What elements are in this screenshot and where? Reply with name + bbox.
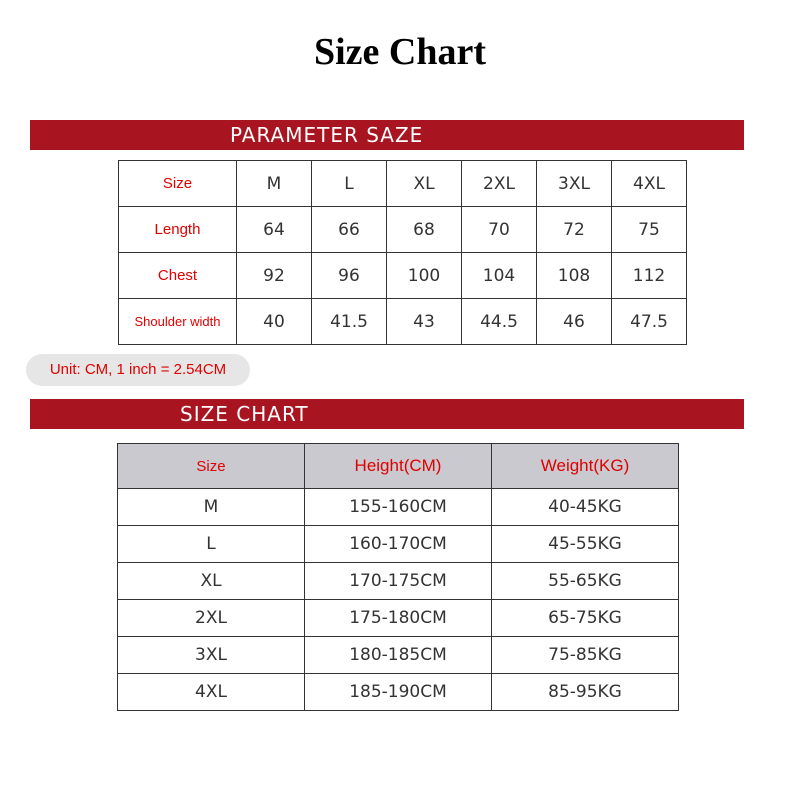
size-header-cell: M [237, 161, 312, 207]
size-header-cell: 2XL [462, 161, 537, 207]
table-cell: 75 [612, 207, 687, 253]
table-cell: 155-160CM [305, 489, 492, 526]
table-cell: 55-65KG [492, 563, 679, 600]
column-header: Weight(KG) [492, 444, 679, 489]
table-row [119, 207, 687, 253]
table-cell: L [118, 526, 305, 563]
table-cell: 185-190CM [305, 674, 492, 711]
size-header-cell: 4XL [612, 161, 687, 207]
table-cell: 70 [462, 207, 537, 253]
table-cell: 96 [312, 253, 387, 299]
page-title: Size Chart [313, 31, 487, 73]
table-cell: 47.5 [612, 299, 687, 345]
table-cell: 44.5 [462, 299, 537, 345]
table-row [118, 637, 679, 674]
table-cell: 180-185CM [305, 637, 492, 674]
row-label: Chest [119, 253, 237, 299]
table-cell: 108 [537, 253, 612, 299]
table-cell: 85-95KG [492, 674, 679, 711]
column-header: Size [118, 444, 305, 489]
size-header-cell: 3XL [537, 161, 612, 207]
table-cell: 92 [237, 253, 312, 299]
table-row [118, 489, 679, 526]
table-row [118, 563, 679, 600]
table-cell: 72 [537, 207, 612, 253]
table-row [119, 253, 687, 299]
table-row [119, 161, 687, 207]
table-cell: 75-85KG [492, 637, 679, 674]
row-label: Length [119, 207, 237, 253]
table-cell: 104 [462, 253, 537, 299]
size-header-cell: XL [387, 161, 462, 207]
table-cell: XL [118, 563, 305, 600]
table-cell: 100 [387, 253, 462, 299]
table-cell: 2XL [118, 600, 305, 637]
table-cell: 4XL [118, 674, 305, 711]
table-cell: 40 [237, 299, 312, 345]
size-header-cell: L [312, 161, 387, 207]
size-chart-banner [30, 399, 744, 429]
table-cell: 112 [612, 253, 687, 299]
table-cell: 160-170CM [305, 526, 492, 563]
parameter-banner [30, 120, 744, 150]
table-cell: 175-180CM [305, 600, 492, 637]
table-row [118, 600, 679, 637]
table-cell: 170-175CM [305, 563, 492, 600]
parameter-banner-text: PARAMETER SAZE [230, 123, 424, 147]
table-cell: 43 [387, 299, 462, 345]
table-header-row [118, 444, 679, 489]
table-cell: M [118, 489, 305, 526]
size-chart-banner-text: SIZE CHART [180, 402, 309, 426]
table-cell: 66 [312, 207, 387, 253]
table-cell: 45-55KG [492, 526, 679, 563]
unit-note: Unit: CM, 1 inch = 2.54CM [26, 354, 250, 386]
column-header: Height(CM) [305, 444, 492, 489]
table-cell: 40-45KG [492, 489, 679, 526]
row-label: Shoulder width [119, 299, 237, 345]
table-cell: 3XL [118, 637, 305, 674]
table-cell: 65-75KG [492, 600, 679, 637]
table-cell: 64 [237, 207, 312, 253]
table-row [118, 674, 679, 711]
parameter-table [118, 160, 687, 345]
table-row [119, 299, 687, 345]
table-cell: 41.5 [312, 299, 387, 345]
table-row [118, 526, 679, 563]
table-cell: 46 [537, 299, 612, 345]
row-label: Size [119, 161, 237, 207]
size-chart-table [117, 443, 679, 711]
table-cell: 68 [387, 207, 462, 253]
